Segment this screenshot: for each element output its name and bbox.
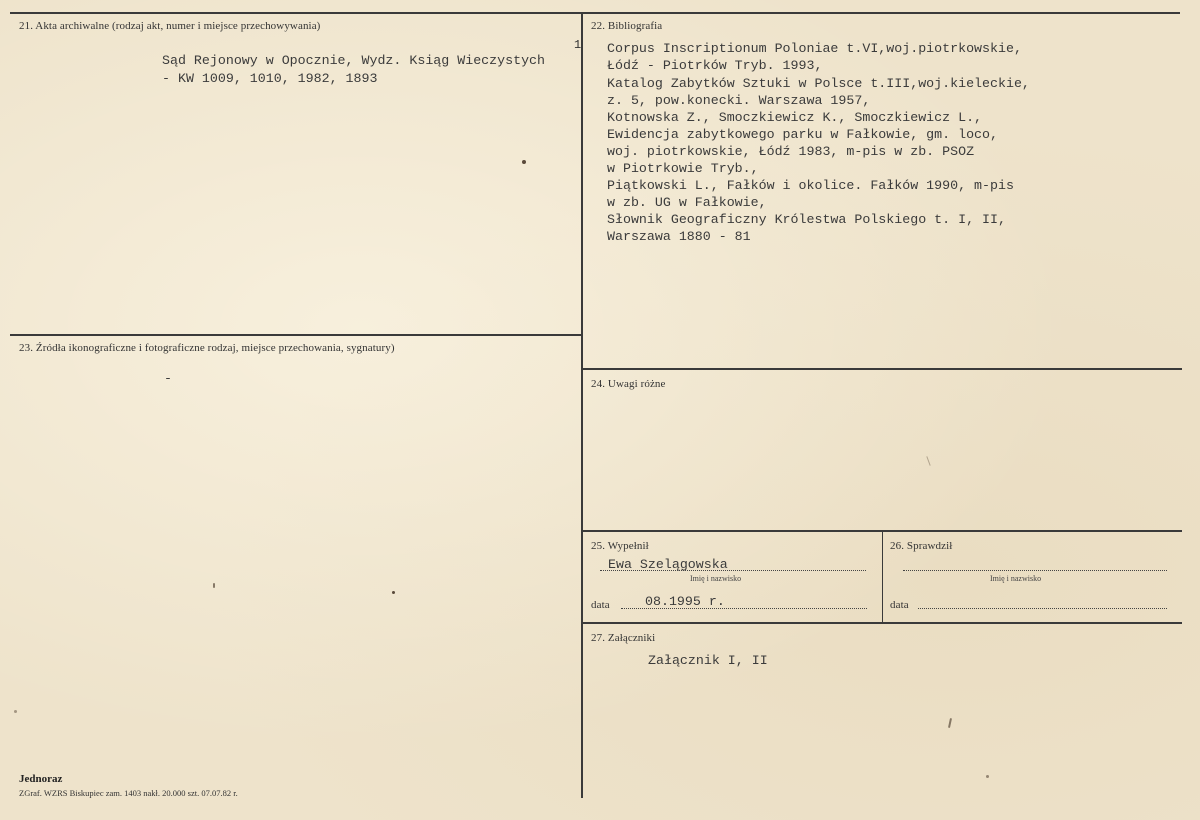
- field-21-label: 21. Akta archiwalne (rodzaj akt, numer i miejsce przechowywania): [19, 20, 321, 32]
- field-25-name-line: [600, 570, 866, 571]
- bibliography-line: Łódź - Piotrków Tryb. 1993,: [607, 58, 823, 73]
- field-22-label: 22. Bibliografia: [591, 20, 663, 32]
- footer-imprint: ZGraf. WZRS Biskupiec zam. 1403 nakł. 20.000 szt. 07.07.82 r.: [19, 788, 238, 798]
- field-27-value: Załącznik I, II: [648, 653, 768, 668]
- field-26-label: 26. Sprawdził: [890, 540, 953, 552]
- bibliography-line: Słownik Geograficzny Królestwa Polskiego t. I, II,: [607, 212, 1006, 227]
- footer-title: Jednoraz: [19, 773, 63, 785]
- field-26-date-label: data: [890, 599, 909, 611]
- divider-25-26: [882, 531, 883, 623]
- left-section-divider: [10, 334, 582, 336]
- paper-speck: [392, 591, 395, 594]
- field-26-name-caption: Imię i nazwisko: [990, 574, 1042, 583]
- field-25-label: 25. Wypełnił: [591, 540, 649, 552]
- paper-speck: [926, 456, 930, 466]
- field-25-date: 08.1995 r.: [645, 594, 725, 609]
- bibliography-line: Kotnowska Z., Smoczkiewicz K., Smoczkiewicz L.,: [607, 110, 983, 125]
- field-25-name-caption: Imię i nazwisko: [690, 574, 742, 583]
- top-border: [10, 12, 1180, 14]
- bibliography-line: z. 5, pow.konecki. Warszawa 1957,: [607, 93, 871, 108]
- field-26-date-line: [918, 608, 1167, 609]
- field-23-value: -: [164, 371, 172, 386]
- paper-speck: [213, 583, 215, 588]
- right-divider-24: [582, 368, 1182, 370]
- bibliography-line: Ewidencja zabytkowego parku w Fałkowie, gm. loco,: [607, 127, 998, 142]
- paper-speck: [948, 718, 952, 728]
- bibliography-line: Corpus Inscriptionum Poloniae t.VI,woj.piotrkowskie,: [607, 41, 1022, 56]
- bibliography-line: w Piotrkowie Tryb.,: [607, 161, 759, 176]
- field-24-label: 24. Uwagi różne: [591, 378, 666, 390]
- bibliography-line: Piątkowski L., Fałków i okolice. Fałków 1990, m-pis: [607, 178, 1014, 193]
- paper-speck: [14, 710, 17, 713]
- field-21-margin-mark: 1: [574, 38, 582, 52]
- paper-speck: [986, 775, 989, 778]
- field-21-line-2: - KW 1009, 1010, 1982, 1893: [162, 71, 378, 86]
- paper-speck: [522, 160, 526, 164]
- center-divider: [581, 12, 583, 798]
- field-27-label: 27. Załączniki: [591, 632, 656, 644]
- bibliography-line: Katalog Zabytków Sztuki w Polsce t.III,woj.kieleckie,: [607, 76, 1030, 91]
- bibliography-line: woj. piotrkowskie, Łódź 1983, m-pis w zb. PSOZ: [607, 144, 975, 159]
- field-25-date-line: [621, 608, 867, 609]
- field-23-label: 23. Źródła ikonograficzne i fotograficzne rodzaj, miejsce przechowania, sygnatury): [19, 342, 395, 354]
- field-21-line-1: Sąd Rejonowy w Opocznie, Wydz. Ksiąg Wieczystych: [162, 53, 546, 68]
- field-25-date-label: data: [591, 599, 610, 611]
- field-26-name-line: [903, 570, 1167, 571]
- bibliography-line: w zb. UG w Fałkowie,: [607, 195, 767, 210]
- field-25-name: Ewa Szelągowska: [608, 557, 728, 572]
- bibliography-line: Warszawa 1880 - 81: [607, 229, 751, 244]
